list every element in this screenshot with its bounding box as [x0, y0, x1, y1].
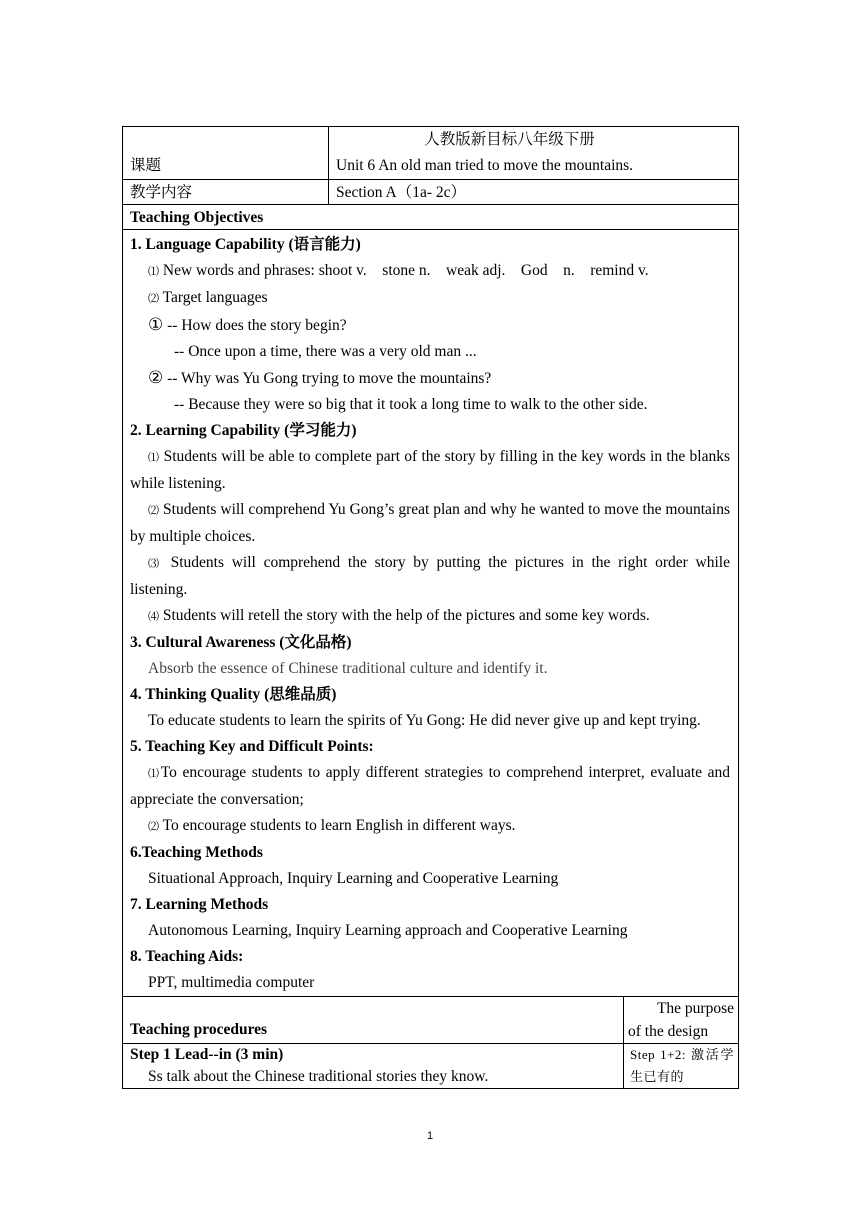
page-number: 1 [426, 1130, 434, 1142]
step1-text: Ss talk about the Chinese traditional stories they know. [148, 1068, 489, 1085]
objectives-header: Teaching Objectives [123, 205, 739, 230]
unit-title: Unit 6 An old man tried to move the mountains. [336, 157, 634, 174]
step1-purpose-note: Step 1+2: 激活学生已有的 [624, 1044, 739, 1089]
objective-item: ⑴ Students will be able to complete part of the story by filling in the key words in the blanks while listening. [130, 448, 730, 492]
section-text: PPT, multimedia computer [148, 974, 315, 991]
dialogue-answer: -- Because they were so big that it took a long time to walk to the other side. [174, 396, 648, 413]
objective-item: ⑵ Students will comprehend Yu Gong’s great plan and why he wanted to move the mountains by multiple choices. [130, 501, 731, 545]
section-title: 4. Thinking Quality (思维品质) [130, 686, 337, 703]
section-text: Situational Approach, Inquiry Learning and Cooperative Learning [148, 870, 559, 887]
section-title: 2. Learning Capability (学习能力) [130, 422, 357, 439]
textbook-name: 人教版新目标八年级下册 [424, 131, 595, 148]
procedures-header: Teaching procedures [123, 997, 624, 1044]
objective-item: ⑴To encourage students to apply different strategies to comprehend interpret, evaluate and appreciate the conversation; [130, 764, 730, 808]
section-title: 7. Learning Methods [130, 896, 269, 913]
course-value [329, 127, 739, 180]
objective-item: ⑷ Students will retell the story with the help of the pictures and some key words. [148, 607, 650, 624]
purpose-header: The purpose of the design [624, 997, 739, 1044]
procedures-header-row [123, 997, 739, 1044]
dialogue-answer: -- Once upon a time, there was a very old man ... [174, 343, 477, 360]
objective-item: ⑵ Target languages [148, 289, 268, 306]
step1-row [123, 1044, 739, 1089]
content-row [123, 180, 739, 205]
lesson-plan-table [122, 126, 739, 1089]
step1-title: Step 1 Lead--in (3 min) [130, 1046, 284, 1063]
objectives-header-row [123, 205, 739, 230]
step1-content [123, 1044, 624, 1089]
objective-item: ⑶ Students will comprehend the story by putting the pictures in the right order while listening. [130, 554, 730, 598]
section-text: Absorb the essence of Chinese traditional culture and identify it. [148, 660, 548, 677]
dialogue-question: ② -- Why was Yu Gong trying to move the mountains? [148, 368, 492, 387]
section-text: To educate students to learn the spirits of Yu Gong: He did never give up and kept trying. [148, 712, 701, 729]
section-title: 1. Language Capability (语言能力) [130, 236, 361, 253]
course-row [123, 127, 739, 180]
content-label: 教学内容 [123, 180, 329, 205]
course-label: 课题 [123, 127, 329, 180]
section-title: 3. Cultural Awareness (文化品格) [130, 634, 352, 651]
section-text: Autonomous Learning, Inquiry Learning approach and Cooperative Learning [148, 922, 628, 939]
objectives-body [123, 230, 739, 997]
section-title: 5. Teaching Key and Difficult Points: [130, 738, 374, 755]
content-value: Section A（1a- 2c） [329, 180, 739, 205]
objectives-body-row [123, 230, 739, 997]
dialogue-question: ① -- How does the story begin? [148, 315, 347, 334]
section-title: 8. Teaching Aids: [130, 948, 244, 965]
objective-item: ⑴ New words and phrases: shoot v. stone n. weak adj. God n. remind v. [148, 262, 649, 279]
objective-item: ⑵ To encourage students to learn English in different ways. [148, 817, 516, 834]
section-title: 6.Teaching Methods [130, 844, 263, 861]
